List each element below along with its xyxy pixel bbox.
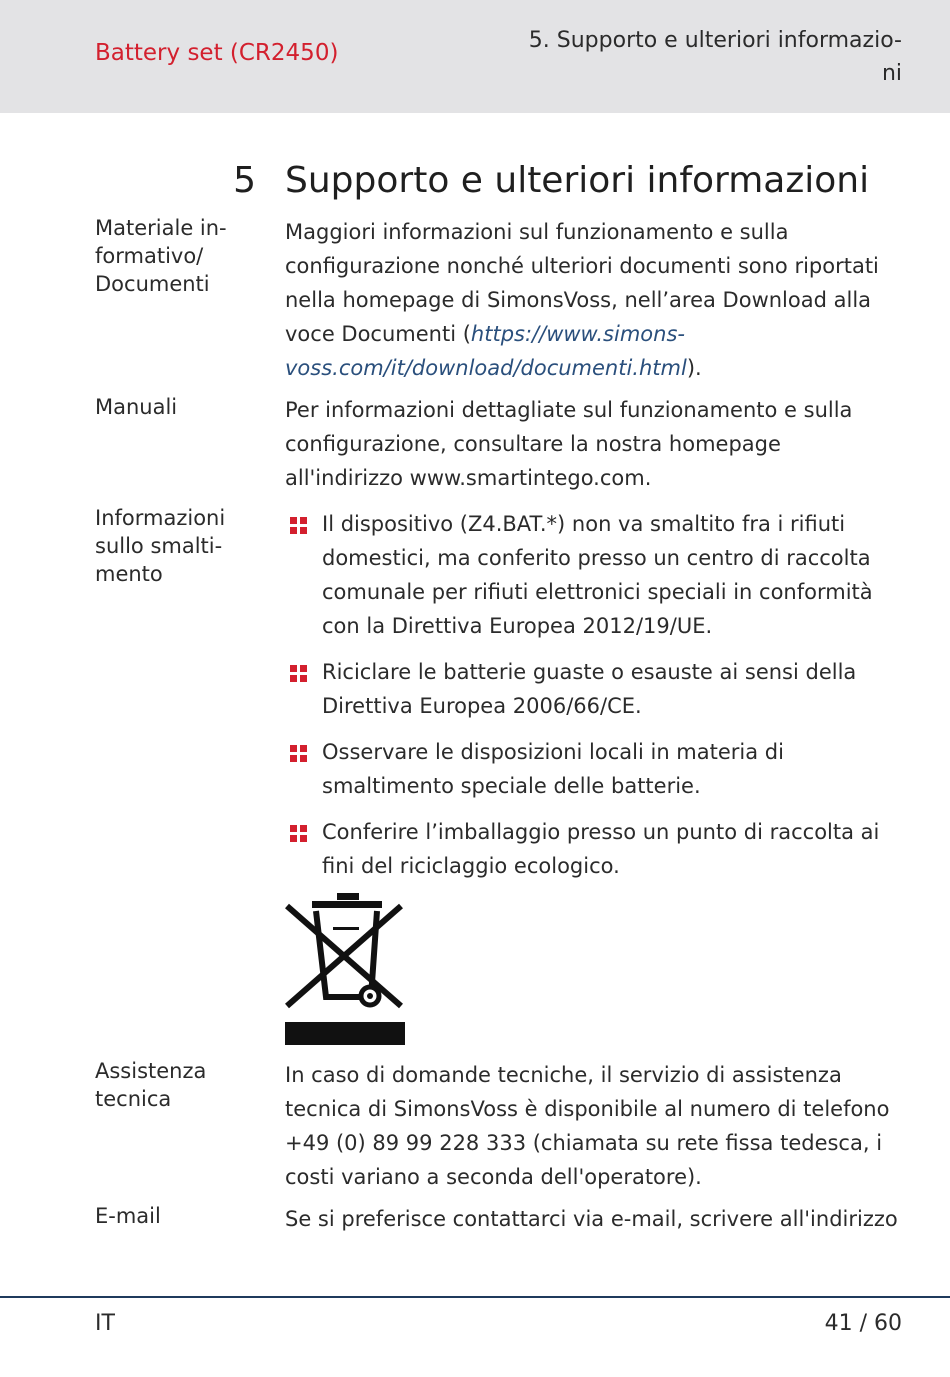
label-email: E-mail bbox=[95, 1204, 161, 1228]
bullet-text: Riciclare le batterie guaste o esauste ai sensi della Direttiva Europea 2006/66/CE. bbox=[322, 660, 857, 718]
list-item bbox=[285, 655, 905, 723]
chapter-title: Supporto e ulteriori informazioni bbox=[285, 160, 870, 201]
manuali-paragraph: Per informazioni dettagliate sul funzionamento e sulla configurazione, consultare la nostra homepage all'indirizzo www.smartintego.com. bbox=[285, 398, 853, 490]
label-line: Documenti bbox=[95, 272, 210, 296]
assistenza-paragraph: In caso di domande tecniche, il servizio di assistenza tecnica di SimonsVoss è disponibile al numero di telefono +49 (0) 89 99 228 333 (chiamata su rete fissa tedesca, i costi variano a seconda dell'operatore). bbox=[285, 1063, 890, 1189]
materiale-text-end: ). bbox=[686, 356, 702, 380]
list-item bbox=[285, 735, 905, 803]
documents-link[interactable]: https://www.simons-voss.com/it/download/documenti.html bbox=[285, 322, 687, 380]
label-assistenza bbox=[95, 1057, 255, 1113]
materiale-text: Maggiori informazioni sul funzionamento e sulla configurazione nonché ulteriori documenti sono riportati nella homepage di SimonsVoss, nell’area Download alla voce Documenti ( bbox=[285, 220, 879, 346]
page-number: 41 / 60 bbox=[824, 1311, 902, 1336]
footer-divider bbox=[0, 1296, 950, 1298]
email-paragraph: Se si preferisce contattarci via e-mail, scrivere all'indirizzo bbox=[285, 1207, 898, 1231]
header-section-line-2: ni bbox=[881, 61, 902, 86]
header-section-line-1: 5. Supporto e ulteriori informazio- bbox=[528, 28, 902, 53]
label-line: sullo smalti- bbox=[95, 534, 223, 558]
label-line: Informazioni bbox=[95, 506, 226, 530]
footer-language: IT bbox=[95, 1311, 115, 1336]
crossed-out-wheelie-bin-icon bbox=[285, 893, 405, 1045]
label-line: Assistenza bbox=[95, 1059, 207, 1083]
bullet-text: Osservare le disposizioni locali in materia di smaltimento speciale delle batterie. bbox=[322, 740, 784, 798]
label-line: tecnica bbox=[95, 1087, 172, 1111]
label-line: mento bbox=[95, 562, 163, 586]
header-product-name: Battery set (CR2450) bbox=[95, 40, 339, 66]
bullet-squares-icon bbox=[290, 745, 307, 762]
label-manuali: Manuali bbox=[95, 395, 178, 419]
label-line: formativo/ bbox=[95, 244, 204, 268]
list-item bbox=[285, 507, 905, 643]
materiale-paragraph bbox=[285, 215, 905, 385]
header-section-title bbox=[502, 24, 902, 90]
page-header bbox=[0, 0, 950, 113]
list-item bbox=[285, 815, 905, 883]
label-materiale bbox=[95, 214, 255, 298]
label-smaltimento bbox=[95, 504, 255, 588]
bullet-text: Conferire l’imballaggio presso un punto di raccolta ai fini del riciclaggio ecologico. bbox=[322, 820, 880, 878]
bullet-squares-icon bbox=[290, 517, 307, 534]
label-line: Materiale in- bbox=[95, 216, 227, 240]
chapter-number: 5 bbox=[233, 160, 256, 201]
bullet-squares-icon bbox=[290, 665, 307, 682]
bullet-squares-icon bbox=[290, 825, 307, 842]
bullet-text: Il dispositivo (Z4.BAT.*) non va smaltito fra i rifiuti domestici, ma conferito presso un centro di raccolta comunale per rifiuti elettronici speciali in conformità con la Direttiva Europea 2012/19/UE. bbox=[322, 512, 873, 638]
disposal-bullet-list bbox=[285, 507, 905, 895]
